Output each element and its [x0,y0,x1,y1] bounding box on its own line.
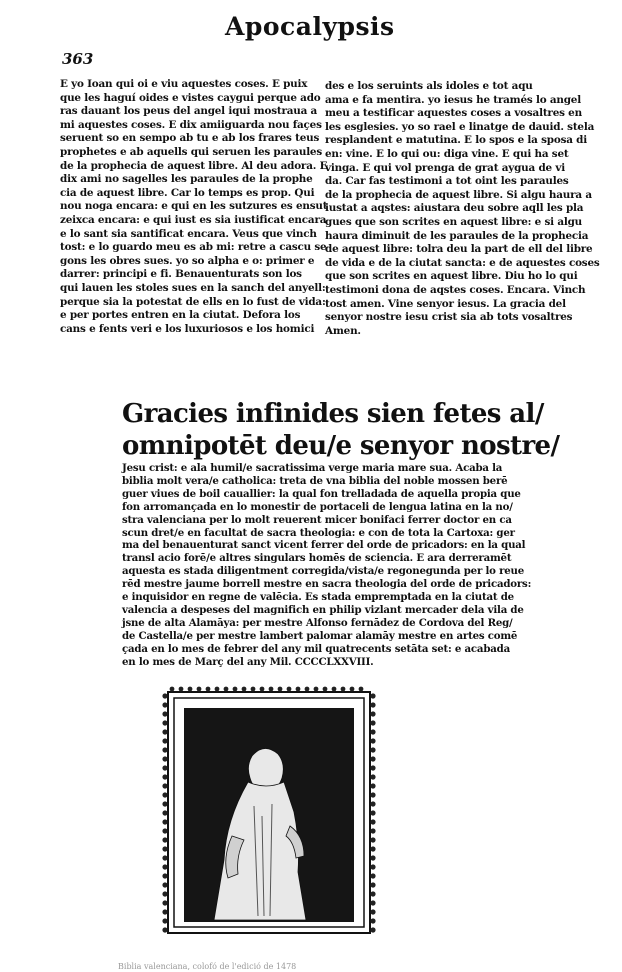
border-bead [370,810,375,815]
text-line: e inquisidor en regne de valēcia. Es stada empremptada en la ciutat de [122,591,514,604]
text-line: testimoni dona de aqstes coses. Encara. Vinch [325,283,586,296]
text-line: meu a testificar aquestes coses a vosaltres en [325,107,582,120]
border-bead [370,702,375,707]
border-bead [162,819,167,824]
text-line: cia de aquest libre. Car lo temps es prop. Qui [60,186,315,199]
border-bead [323,687,328,692]
text-line: de aquest libre: tolra deu la part de ell del libre [325,243,593,256]
text-line: ras dauant los peus del angel iqui mostraua a [60,105,318,118]
text-line: senyor nostre iesu crist sia ab tots vosaltres [325,311,573,324]
text-line: e lo sant sia santificat encara. Veus que vinch [60,227,317,240]
border-bead [370,819,375,824]
border-bead [162,720,167,725]
border-bead [287,687,292,692]
text-line: des e los seruints als idoles e tot aqu [325,80,533,92]
text-line: haura diminuit de les paraules de la prophecia [325,229,589,242]
border-bead [162,801,167,806]
border-bead [350,687,355,692]
border-bead [242,687,247,692]
woodcut-portrait-image [162,686,376,939]
text-line: guer viues de boil cauallier: la qual fon trelladada de aquella propia que [122,487,521,500]
border-bead [162,882,167,887]
text-line: jsne de alta Alamāya: per mestre Alfonso fernādez de Cordova del Reg/ [122,616,513,629]
colophon-text [122,462,532,669]
border-bead [162,765,167,770]
text-line: çada en lo mes de febrer del any mil quatrecents setāta set: e acabada [122,642,510,655]
border-bead [314,687,319,692]
text-line: ama e fa mentira. yo iesus he tramés lo angel [325,93,581,106]
border-bead [162,864,167,869]
border-bead [162,891,167,896]
text-line: gues que son scrites en aquest libre: e si algu [325,215,583,228]
border-bead [370,909,375,914]
border-bead [341,687,346,692]
border-bead [162,927,167,932]
border-bead [170,687,175,692]
border-bead [162,837,167,842]
border-bead [206,687,211,692]
border-bead [162,711,167,716]
text-line: mi aquestes coses. E dix amiiguarda nou façes [60,118,322,131]
border-bead [162,702,167,707]
border-bead [162,792,167,797]
border-bead [370,783,375,788]
text-line: rēd mestre jaume borrell mestre en sacra theologia del orde de pricadors: [122,578,532,591]
border-bead [197,687,202,692]
text-line: zeixca encara: e qui iust es sia iustificat encara [60,213,327,226]
text-line: dix ami no sagelles les paraules de la prophe [60,173,313,186]
border-bead [162,747,167,752]
border-bead [162,693,167,698]
border-bead [162,810,167,815]
text-line: biblia molt vera/e catholica: treta de vna biblia del noble mossen berē [122,474,508,487]
border-bead [162,855,167,860]
border-bead [370,855,375,860]
colophon-heading [122,398,560,462]
border-bead [162,909,167,914]
border-bead [179,687,184,692]
text-line: en lo mes de Març del any Mil. CCCCLXXVIII. [122,655,374,668]
text-line: nou noga encara: e qui en les sutzures es ensut [60,200,328,213]
border-bead [162,873,167,878]
text-line: transl acio forē/e altres singulars homēs de sciencia. E ara derreramēt [122,552,512,565]
border-bead [370,747,375,752]
text-line: de la prophecia de aquest libre. Al deu adora. E [60,159,328,172]
text-line: e per portes entren en la ciutat. Defora los [60,309,301,322]
text-line: qui lauen les stoles sues en la sanch del anyell: [60,281,326,294]
border-bead [370,711,375,716]
border-bead [296,687,301,692]
text-line: ma del benauenturat sanct vicent ferrer del orde de pricadors: en la qual [122,539,526,552]
border-bead [370,693,375,698]
border-bead [370,756,375,761]
border-bead [162,756,167,761]
border-bead [370,792,375,797]
border-bead [370,918,375,923]
text-line: aquesta es stada diligentment corregida/vista/e regonegunda per lo reue [122,565,525,578]
border-bead [305,687,310,692]
text-line: Jesu crist: e ala humil/e sacratissima verge maria mare sua. Acaba la [122,462,503,474]
text-line: perque sia la potestat de ells en lo fust de vida: [60,295,326,308]
border-bead [332,687,337,692]
running-head-title: Apocalypsis [225,12,395,41]
border-bead [370,765,375,770]
border-bead [370,837,375,842]
figure-caption: Biblia valenciana, colofó de l'edició de 1478 [118,962,297,971]
text-line: valencia a despeses del magnifich en philip vizlant mercader dela vila de [122,603,524,616]
text-line: de Castella/e per mestre lambert palomar alamāy mestre en artes comē [122,629,518,642]
text-line: seruent so en sempo ab tu e ab los frares teus [60,132,320,145]
border-bead [162,783,167,788]
border-bead [278,687,283,692]
text-line: gons les obres sues. yo so alpha e o: primer e [60,254,315,267]
text-line: cans e fents veri e los luxuriosos e los homici [60,322,315,335]
border-bead [370,900,375,905]
border-bead [162,900,167,905]
text-line: stra valenciana per lo molt reuerent micer bonifaci ferrer doctor en ca [122,513,512,526]
folio-number: 363 [62,50,94,68]
text-line: en: vine. E lo qui ou: diga vine. E qui ha set [325,147,569,160]
border-bead [162,918,167,923]
border-bead [188,687,193,692]
border-bead [260,687,265,692]
text-line: darrer: principi e fi. Benauenturats son los [60,268,302,281]
text-line: tost amen. Vine senyor iesus. La gracia del [325,297,566,310]
text-line: resplandent e matutina. E lo spos e la sposa di [325,134,587,147]
border-bead [370,873,375,878]
text-line: que son scrites en aquest libre. Diu ho lo qui [325,270,578,283]
text-line: iustat a aqstes: aiustara deu sobre aqll les pla [325,202,584,215]
text-line: scun dret/e en facultat de sacra theologia: e con de tota la Cartoxa: ger [122,526,515,539]
border-bead [370,738,375,743]
border-bead [370,720,375,725]
border-bead [370,882,375,887]
border-bead [370,891,375,896]
border-bead [162,846,167,851]
border-bead [233,687,238,692]
text-line: les esglesies. yo so rael e linatge de dauid. stela [325,120,595,133]
border-bead [370,828,375,833]
text-line: de vida e de la ciutat sancta: e de aquestes coses [325,256,600,269]
border-bead [162,738,167,743]
border-bead [224,687,229,692]
border-bead [370,729,375,734]
border-bead [370,846,375,851]
border-bead [162,828,167,833]
border-bead [162,774,167,779]
text-line: Amen. [325,324,361,337]
border-bead [370,864,375,869]
text-line: da. Car fas testimoni a tot oint les paraules [325,175,569,188]
text-line: E yo Ioan qui oi e viu aquestes coses. E puix [60,78,308,90]
border-bead [359,687,364,692]
text-line: tost: e lo guardo meu es ab mi: retre a cascu se [60,241,327,254]
border-bead [269,687,274,692]
border-bead [162,729,167,734]
text-line: vinga. E qui vol prenga de grat aygua de vi [325,161,565,174]
border-bead [251,687,256,692]
text-line: que les haguí oides e vistes caygui perque ado [60,91,321,104]
border-bead [370,927,375,932]
border-bead [215,687,220,692]
text-line: prophetes e ab aquells qui seruen les paraules [60,145,322,158]
border-bead [370,801,375,806]
text-line: de la prophecia de aquest libre. Si algu haura a [325,188,592,201]
colophon-heading-line: omnipotēt deu/e senyor nostre/ [122,431,560,461]
text-column-left [60,78,328,336]
text-line: fon arromançada en lo monestir de portaceli de lengua latina en la no/ [122,500,513,513]
colophon-heading-line: Gracies infinides sien fetes al/ [122,399,544,429]
border-bead [370,774,375,779]
text-column-right [325,80,600,338]
